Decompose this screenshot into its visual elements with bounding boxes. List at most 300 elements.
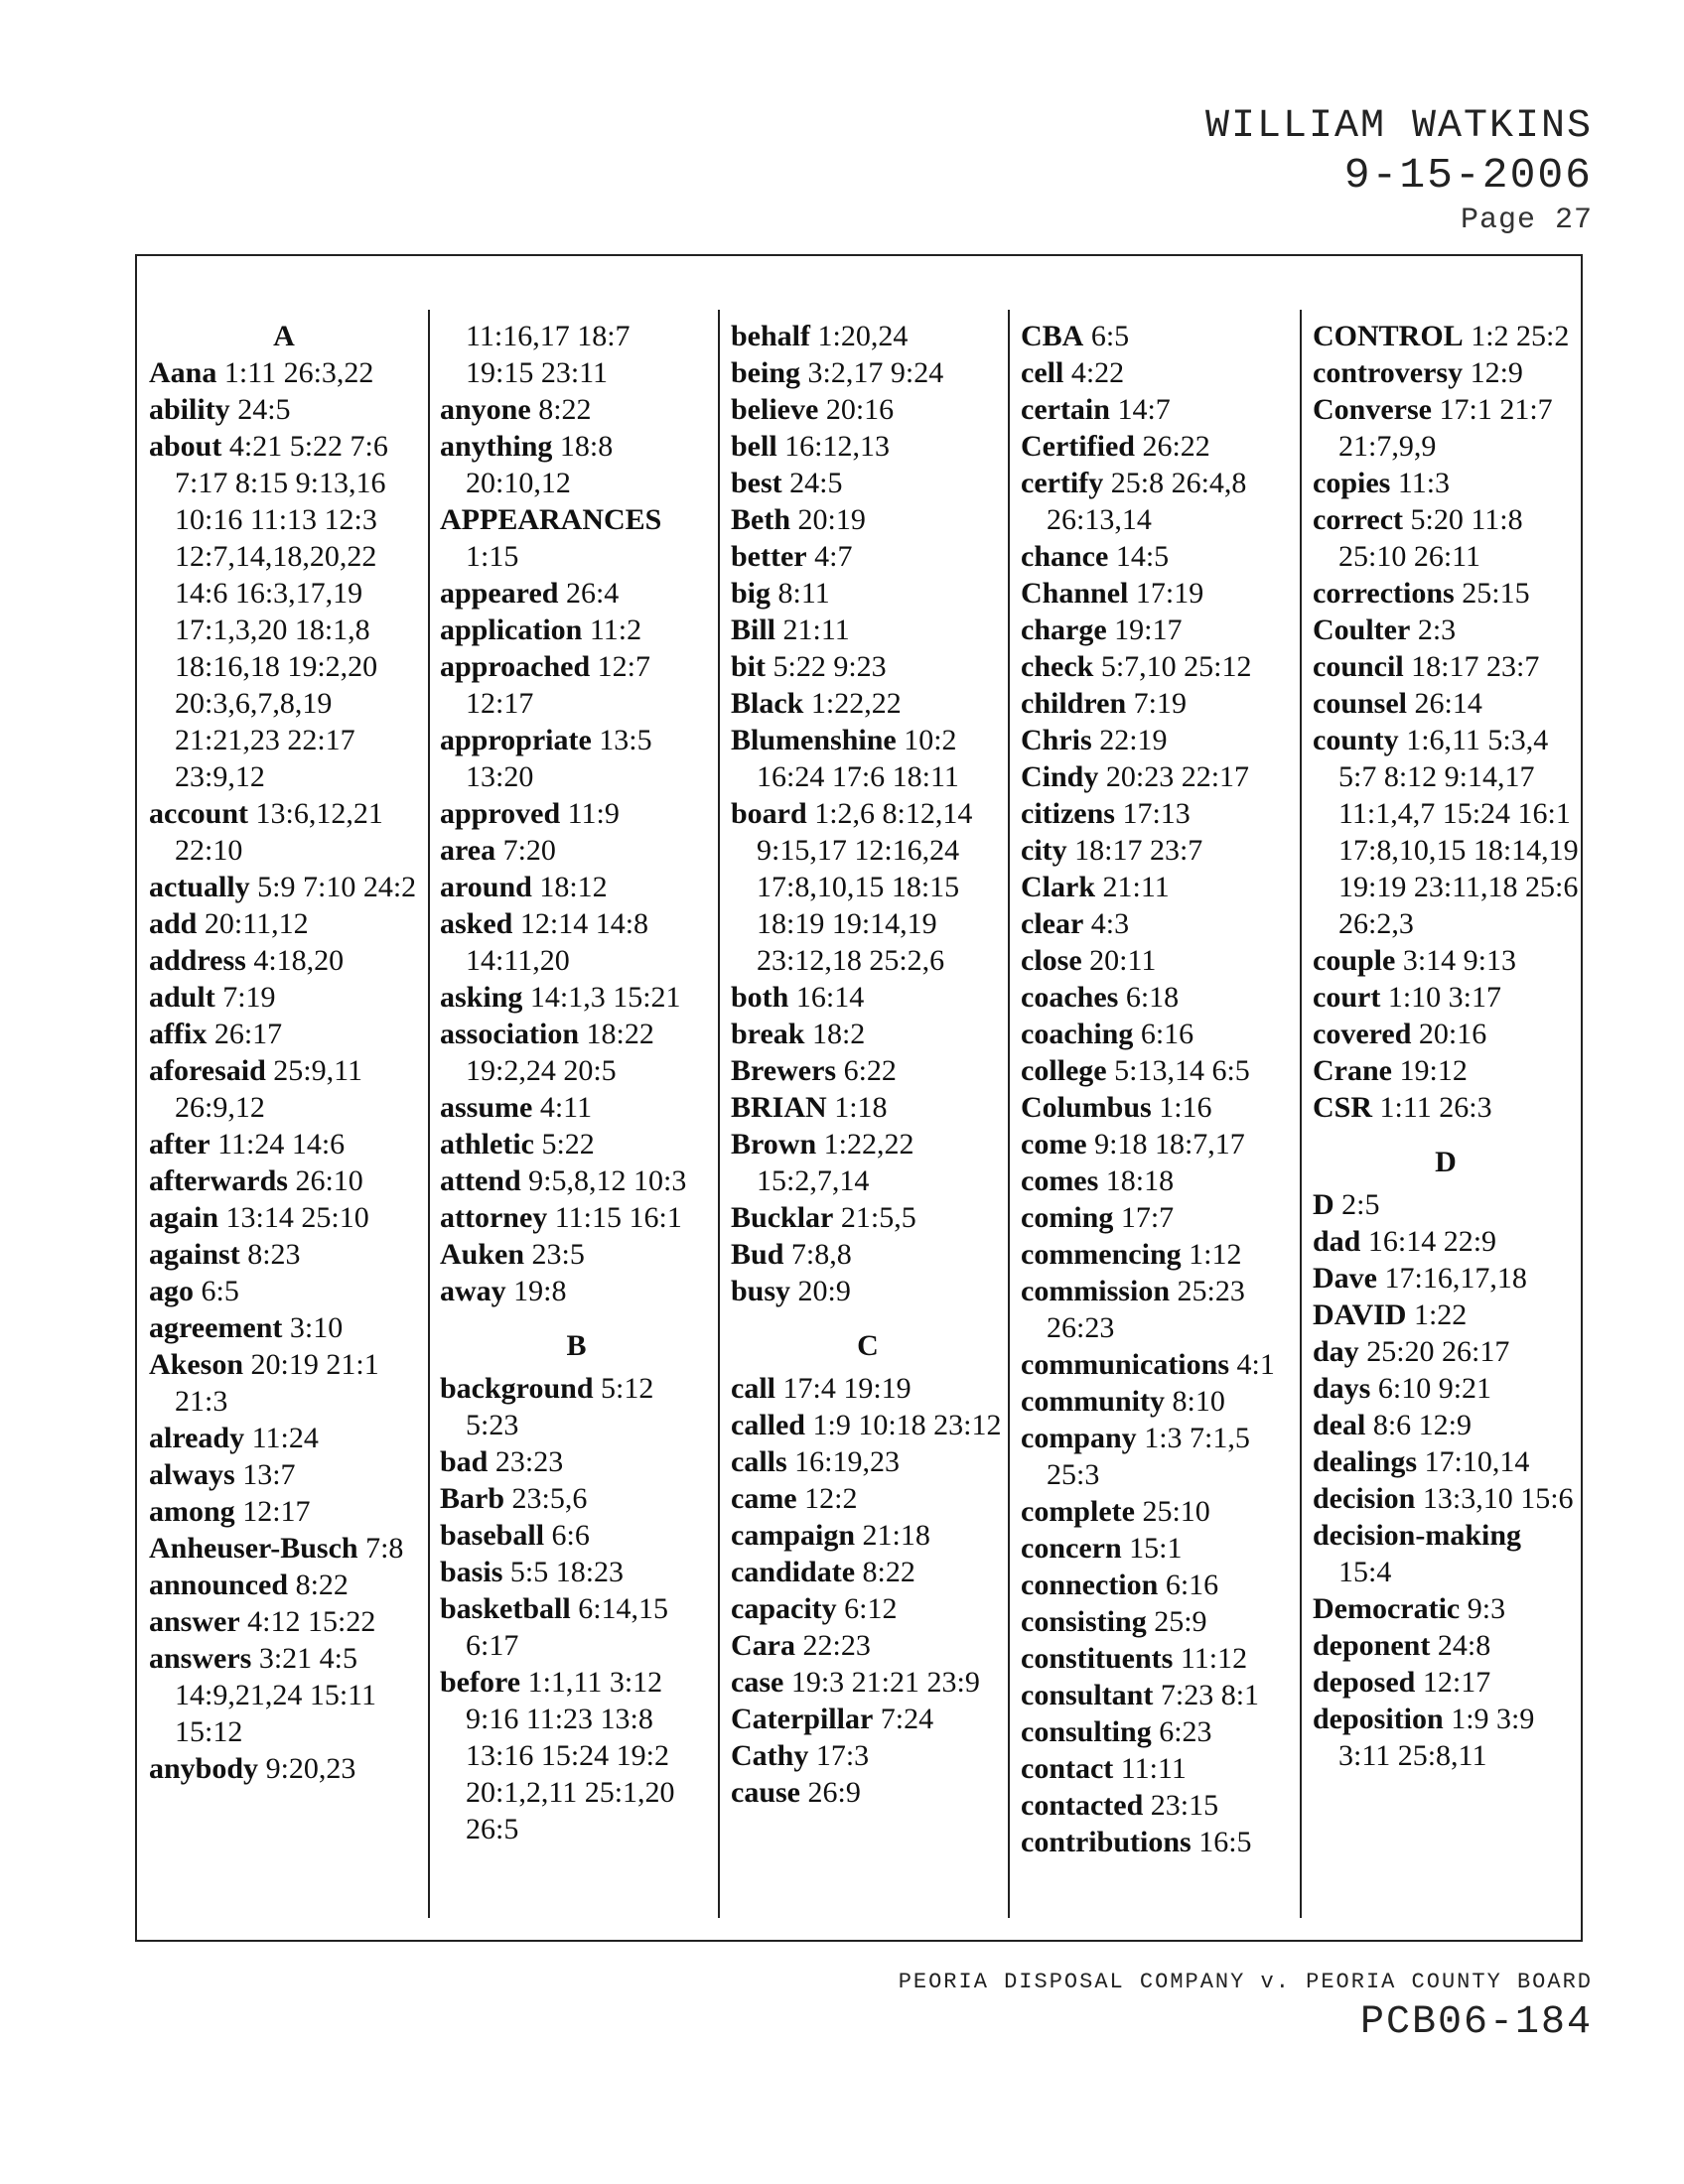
index-term: approved	[440, 797, 561, 830]
index-entry	[731, 685, 1005, 722]
page-line-refs: 1:6,11 5:3,4 5:7 8:12 9:14,17 11:1,4,7 15:24 16:1 17:8,10,15 18:14,19 19:19 23:11,18 25:6 26:2,3	[1338, 724, 1579, 940]
page-line-refs: 26:4	[565, 577, 620, 610]
index-term: chance	[1021, 540, 1109, 573]
index-entry	[1021, 391, 1297, 428]
page-line-refs: 23:5,6	[511, 1482, 588, 1515]
page-line-refs: 11:11	[1120, 1752, 1187, 1785]
index-term: close	[1021, 944, 1082, 977]
index-entry	[440, 722, 713, 795]
index-term: company	[1021, 1422, 1137, 1454]
index-entry	[149, 428, 419, 795]
page-line-refs: 18:8 20:10,12	[466, 430, 614, 499]
index-term: Akeson	[149, 1348, 244, 1381]
index-entry	[440, 1089, 713, 1126]
index-term: consisting	[1021, 1605, 1147, 1638]
index-term: cell	[1021, 356, 1064, 389]
index-term: counsel	[1313, 687, 1408, 720]
page-line-refs: 7:19	[1133, 687, 1187, 720]
index-entry	[731, 575, 1005, 612]
index-entry	[1021, 318, 1297, 354]
page-line-refs: 18:17 23:7	[1074, 834, 1203, 867]
index-entry	[149, 1530, 419, 1567]
page-line-refs: 25:23 26:23	[1047, 1275, 1245, 1344]
index-term: Barb	[440, 1482, 505, 1515]
deposition-date: 9-15-2006	[1343, 151, 1593, 200]
index-term: being	[731, 356, 801, 389]
index-term: appeared	[440, 577, 559, 610]
page-line-refs: 25:20 26:17	[1366, 1335, 1510, 1368]
page-line-refs: 13:5 13:20	[466, 724, 652, 793]
index-entry	[1313, 1186, 1579, 1223]
page-line-refs: 6:5	[201, 1275, 239, 1307]
index-entry	[1021, 1420, 1297, 1493]
index-entry	[440, 869, 713, 905]
index-term: Converse	[1313, 393, 1432, 426]
page-line-refs: 1:2,6 8:12,14 9:15,17 12:16,24 17:8,10,15 18:15 18:19 19:14,19 23:12,18 25:2,6	[757, 797, 973, 977]
index-entry	[1021, 1750, 1297, 1787]
page-line-refs: 17:3	[815, 1739, 870, 1772]
index-term: contributions	[1021, 1826, 1192, 1858]
index-entry	[149, 1236, 419, 1273]
index-term: capacity	[731, 1592, 837, 1625]
index-entry	[1021, 979, 1297, 1016]
page-line-refs: 6:16	[1165, 1569, 1219, 1601]
index-entry	[149, 1052, 419, 1126]
column-divider	[718, 310, 720, 1918]
page-line-refs: 11:24	[251, 1422, 319, 1454]
index-term: coming	[1021, 1201, 1114, 1234]
index-entry	[149, 391, 419, 428]
index-term: cause	[731, 1776, 800, 1809]
index-entry	[731, 1089, 1005, 1126]
witness-name: WILLIAM WATKINS	[1204, 104, 1593, 149]
page-line-refs: 18:2	[811, 1018, 866, 1050]
index-entry	[731, 1370, 1005, 1407]
page-line-refs: 16:5	[1198, 1826, 1252, 1858]
page-line-refs: 1:9 3:9 3:11 25:8,11	[1338, 1703, 1535, 1772]
index-term: athletic	[440, 1128, 534, 1160]
index-entry	[149, 1016, 419, 1052]
index-entry	[1021, 1199, 1297, 1236]
index-term: BRIAN	[731, 1091, 827, 1124]
index-term: Caterpillar	[731, 1703, 874, 1735]
index-entry	[731, 979, 1005, 1016]
index-entry	[149, 942, 419, 979]
page-line-refs: 4:21 5:22 7:6 7:17 8:15 9:13,16 10:16 11:13 12:3 12:7,14,18,20,22 14:6 16:3,17,19 17:1,3,20 18:1,8 18:16,18 19:2,20 20:3,6,7,8,19 21:21,23 22:17 23:9,12	[175, 430, 388, 793]
page-line-refs: 19:17	[1114, 614, 1183, 646]
index-entry	[1313, 685, 1579, 722]
index-entry	[731, 1480, 1005, 1517]
page-line-refs: 14:1,3 15:21	[529, 981, 681, 1014]
page-line-refs: 7:8,8	[790, 1238, 852, 1271]
index-term: couple	[1313, 944, 1396, 977]
index-entry	[149, 1493, 419, 1530]
index-term: answers	[149, 1642, 252, 1675]
index-entry	[1313, 1089, 1579, 1126]
index-term: Columbus	[1021, 1091, 1152, 1124]
index-term: covered	[1313, 1018, 1412, 1050]
page-line-refs: 26:10	[295, 1164, 363, 1197]
index-entry	[149, 1640, 419, 1750]
index-entry	[731, 465, 1005, 501]
index-entry	[149, 795, 419, 869]
index-entry	[440, 1273, 713, 1309]
index-term: coaching	[1021, 1018, 1134, 1050]
page-line-refs: 3:2,17 9:24	[807, 356, 944, 389]
index-entry	[731, 354, 1005, 391]
page-line-refs: 5:12 5:23	[466, 1372, 654, 1441]
index-entry	[149, 1346, 419, 1420]
index-term: away	[440, 1275, 506, 1307]
page-number: Page 27	[1460, 204, 1593, 237]
index-entry	[731, 1199, 1005, 1236]
page-line-refs: 21:5,5	[840, 1201, 916, 1234]
index-entry	[1021, 465, 1297, 538]
index-term: communications	[1021, 1348, 1229, 1381]
page-line-refs: 23:5	[531, 1238, 585, 1271]
page-line-refs: 11:9	[567, 797, 620, 830]
page-line-refs: 1:18	[834, 1091, 888, 1124]
index-term: basis	[440, 1556, 503, 1588]
page-line-refs: 8:6 12:9	[1372, 1409, 1473, 1441]
index-term: Blumenshine	[731, 724, 897, 756]
index-entry	[1021, 1677, 1297, 1713]
index-entry	[1313, 1407, 1579, 1443]
index-term: call	[731, 1372, 775, 1405]
index-entry	[1313, 465, 1579, 501]
page-line-refs: 5:22 9:23	[772, 650, 887, 683]
page-line-refs: 1:22	[1413, 1298, 1468, 1331]
index-term: come	[1021, 1128, 1087, 1160]
index-entry	[149, 1567, 419, 1603]
index-term: dad	[1313, 1225, 1361, 1258]
index-entry	[1313, 942, 1579, 979]
column-divider	[1008, 310, 1010, 1918]
page-line-refs: 1:2 25:2	[1471, 320, 1570, 352]
page-line-refs: 1:22,22	[810, 687, 902, 720]
index-entry	[1313, 1297, 1579, 1333]
page-line-refs: 26:22	[1142, 430, 1210, 463]
index-entry	[1313, 575, 1579, 612]
index-entry	[440, 1590, 713, 1664]
index-term: background	[440, 1372, 594, 1405]
page-line-refs: 17:16,17,18	[1384, 1262, 1527, 1295]
index-term: better	[731, 540, 807, 573]
index-entry	[440, 1236, 713, 1273]
index-entry	[1021, 1273, 1297, 1346]
index-entry	[1313, 1370, 1579, 1407]
index-entry	[149, 1456, 419, 1493]
index-column-5	[1313, 318, 1579, 1916]
index-entry	[1021, 1824, 1297, 1860]
page-line-refs: 16:19,23	[794, 1445, 901, 1478]
index-entry	[1313, 1664, 1579, 1701]
index-entry	[1313, 1627, 1579, 1664]
index-term: after	[149, 1128, 210, 1160]
index-entry	[1021, 1052, 1297, 1089]
page-line-refs: 22:19	[1099, 724, 1168, 756]
index-entry	[440, 1370, 713, 1443]
page-line-refs: 18:22 19:2,24 20:5	[466, 1018, 654, 1087]
index-term: both	[731, 981, 789, 1014]
index-entry	[149, 1162, 419, 1199]
index-term: busy	[731, 1275, 791, 1307]
index-entry	[1313, 391, 1579, 465]
index-term: Bud	[731, 1238, 784, 1271]
index-entry	[440, 1199, 713, 1236]
index-term: against	[149, 1238, 240, 1271]
index-term: agreement	[149, 1311, 283, 1344]
page-line-refs: 16:14	[795, 981, 865, 1014]
page-line-refs: 20:23 22:17	[1105, 760, 1250, 793]
index-entry	[1021, 648, 1297, 685]
index-entry	[731, 1126, 1005, 1199]
page-line-refs: 1:1,11 3:12 9:16 11:23 13:8 13:16 15:24 19:2 20:1,2,11 25:1,20 26:5	[466, 1666, 675, 1845]
index-entry	[731, 1774, 1005, 1811]
index-entry	[440, 575, 713, 612]
page-line-refs: 1:22,22 15:2,7,14	[757, 1128, 914, 1197]
page-line-refs: 1:16	[1159, 1091, 1212, 1124]
index-term: concern	[1021, 1532, 1122, 1565]
page-line-refs: 25:9,11 26:9,12	[175, 1054, 363, 1124]
index-entry	[731, 1052, 1005, 1089]
page-line-refs: 4:12 15:22	[247, 1605, 376, 1638]
page-line-refs: 25:10	[1142, 1495, 1210, 1528]
page-line-refs: 6:22	[843, 1054, 897, 1087]
index-term: council	[1313, 650, 1404, 683]
index-term: announced	[149, 1569, 289, 1601]
index-entry	[1021, 1236, 1297, 1273]
index-entry	[1313, 1052, 1579, 1089]
index-term: community	[1021, 1385, 1165, 1418]
index-entry	[1313, 1517, 1579, 1590]
index-entry	[149, 1750, 419, 1787]
page-line-refs: 26:14	[1414, 687, 1482, 720]
index-term: comes	[1021, 1164, 1099, 1197]
page-line-refs: 5:13,14 6:5	[1114, 1054, 1250, 1087]
index-term: answer	[149, 1605, 240, 1638]
index-term: baseball	[440, 1519, 545, 1552]
index-entry	[731, 1407, 1005, 1443]
index-term: corrections	[1313, 577, 1455, 610]
index-term: calls	[731, 1445, 787, 1478]
page-line-refs: 20:16	[1418, 1018, 1487, 1050]
index-term: D	[1313, 1188, 1334, 1221]
index-entry	[1313, 1590, 1579, 1627]
page-line-refs: 12:14 14:8 14:11,20	[466, 907, 649, 977]
page-line-refs: 14:7	[1117, 393, 1171, 426]
page-header	[1205, 103, 1593, 240]
index-entry	[1021, 942, 1297, 979]
index-term: certain	[1021, 393, 1110, 426]
page-line-refs: 11:15 16:1	[554, 1201, 682, 1234]
page-line-refs: 4:3	[1090, 907, 1130, 940]
page-line-refs: 23:23	[494, 1445, 564, 1478]
column-divider	[1300, 310, 1302, 1918]
index-term: actually	[149, 871, 250, 903]
index-entry	[1021, 905, 1297, 942]
index-term: children	[1021, 687, 1127, 720]
index-entry	[149, 1309, 419, 1346]
index-entry	[1313, 979, 1579, 1016]
page-line-refs: 4:11	[539, 1091, 593, 1124]
index-term: Auken	[440, 1238, 525, 1271]
index-entry	[1021, 1493, 1297, 1530]
index-entry	[1313, 722, 1579, 942]
page-line-refs: 8:11	[777, 577, 830, 610]
page-line-refs: 16:12,13	[784, 430, 891, 463]
page-line-refs: 9:20,23	[265, 1752, 356, 1785]
index-entry	[149, 869, 419, 905]
index-term: about	[149, 430, 222, 463]
index-term: break	[731, 1018, 805, 1050]
page-line-refs: 9:18 18:7,17	[1094, 1128, 1245, 1160]
index-entry	[1313, 354, 1579, 391]
page-line-refs: 5:22	[541, 1128, 595, 1160]
index-term: case	[731, 1666, 784, 1699]
page-line-refs: 8:22	[538, 393, 592, 426]
page-line-refs: 17:7	[1120, 1201, 1175, 1234]
page-line-refs: 6:23	[1159, 1715, 1212, 1748]
index-term: CONTROL	[1313, 320, 1464, 352]
index-term: appropriate	[440, 724, 592, 756]
page-line-refs: 6:16	[1140, 1018, 1194, 1050]
index-term: clear	[1021, 907, 1084, 940]
index-term: best	[731, 467, 782, 499]
index-entry	[1313, 1223, 1579, 1260]
index-term: day	[1313, 1335, 1359, 1368]
index-entry	[731, 1443, 1005, 1480]
index-entry	[440, 1554, 713, 1590]
index-entry	[731, 318, 1005, 354]
index-entry	[1021, 1162, 1297, 1199]
index-entry	[731, 501, 1005, 538]
page-line-refs: 5:20 11:8 25:10 26:11	[1338, 503, 1523, 573]
page-line-refs: 1:12	[1189, 1238, 1242, 1271]
index-entry	[731, 1517, 1005, 1554]
page-line-refs: 26:17	[213, 1018, 283, 1050]
index-term: coaches	[1021, 981, 1119, 1014]
page-line-refs: 13:6,12,21 22:10	[175, 797, 383, 867]
index-term: commission	[1021, 1275, 1170, 1307]
page-line-refs: 1:15	[466, 540, 519, 573]
page-footer	[899, 1968, 1593, 2049]
index-entry	[440, 612, 713, 648]
index-term: deal	[1313, 1409, 1366, 1441]
page-line-refs: 17:10,14	[1424, 1445, 1530, 1478]
index-entry	[440, 1480, 713, 1517]
page-line-refs: 1:11 26:3	[1379, 1091, 1492, 1124]
index-entry	[440, 1016, 713, 1089]
index-entry	[1021, 1126, 1297, 1162]
page-line-refs: 11:12	[1180, 1642, 1248, 1675]
index-term: Crane	[1313, 1054, 1392, 1087]
index-entry	[149, 905, 419, 942]
index-term: asked	[440, 907, 513, 940]
index-term: check	[1021, 650, 1094, 683]
index-entry	[731, 538, 1005, 575]
index-entry	[731, 795, 1005, 979]
page-line-refs: 15:4	[1338, 1556, 1392, 1588]
index-entry	[440, 1126, 713, 1162]
index-column-2	[440, 318, 713, 1916]
index-entry	[1021, 1713, 1297, 1750]
page-line-refs: 6:14,15 6:17	[466, 1592, 669, 1662]
index-entry	[440, 905, 713, 979]
page-line-refs: 22:23	[802, 1629, 871, 1662]
index-term: Coulter	[1313, 614, 1411, 646]
page-line-refs: 7:8	[365, 1532, 404, 1565]
index-entry	[149, 1273, 419, 1309]
page-line-refs: 17:4 19:19	[782, 1372, 912, 1405]
page-line-refs: 20:16	[825, 393, 895, 426]
index-term: among	[149, 1495, 235, 1528]
index-entry	[1313, 318, 1579, 354]
page-line-refs: 20:11	[1089, 944, 1157, 977]
index-entry	[440, 501, 713, 575]
index-term: county	[1313, 724, 1399, 756]
index-term: application	[440, 614, 583, 646]
index-term: big	[731, 577, 772, 610]
page-line-refs: 11:2	[589, 614, 642, 646]
page-line-refs: 26:9	[807, 1776, 861, 1809]
index-term: add	[149, 907, 198, 940]
index-entry	[731, 1737, 1005, 1774]
index-entry	[1021, 1530, 1297, 1567]
index-entry	[1021, 612, 1297, 648]
index-term: address	[149, 944, 246, 977]
page-line-refs: 19:8	[513, 1275, 567, 1307]
index-entry	[440, 391, 713, 428]
page-line-refs: 12:9	[1470, 356, 1523, 389]
index-term: APPEARANCES	[440, 503, 662, 536]
page-line-refs: 24:8	[1437, 1629, 1491, 1662]
index-term: Brewers	[731, 1054, 837, 1087]
page-line-refs: 9:5,8,12 10:3	[528, 1164, 687, 1197]
page-line-refs: 20:19 21:1 21:3	[175, 1348, 379, 1418]
page-line-refs: 11:24 14:6	[217, 1128, 346, 1160]
index-term: anybody	[149, 1752, 259, 1785]
page-line-refs: 17:19	[1135, 577, 1204, 610]
index-entry	[731, 391, 1005, 428]
index-term: candidate	[731, 1556, 856, 1588]
index-entry	[1021, 832, 1297, 869]
index-term: dealings	[1313, 1445, 1418, 1478]
index-entry	[149, 1603, 419, 1640]
index-term: consulting	[1021, 1715, 1152, 1748]
page-line-refs: 4:1	[1236, 1348, 1275, 1381]
index-term: constituents	[1021, 1642, 1174, 1675]
page-line-refs: 14:5	[1115, 540, 1170, 573]
index-entry	[1313, 1443, 1579, 1480]
index-term: charge	[1021, 614, 1107, 646]
case-caption: PEORIA DISPOSAL COMPANY v. PEORIA COUNTY BOARD	[898, 1970, 1593, 1994]
index-entry	[1021, 1640, 1297, 1677]
page-line-refs: 7:24	[880, 1703, 934, 1735]
index-entry	[1021, 1603, 1297, 1640]
page-line-refs: 9:3	[1467, 1592, 1506, 1625]
index-term: Bill	[731, 614, 776, 646]
index-entry	[440, 428, 713, 501]
index-entry	[1021, 722, 1297, 758]
index-term: citizens	[1021, 797, 1115, 830]
index-term: bit	[731, 650, 767, 683]
index-term: CSR	[1313, 1091, 1373, 1124]
section-letter: D	[1435, 1146, 1457, 1178]
index-entry	[731, 1590, 1005, 1627]
page-line-refs: 5:7,10 25:12	[1100, 650, 1252, 683]
index-term: already	[149, 1422, 245, 1454]
